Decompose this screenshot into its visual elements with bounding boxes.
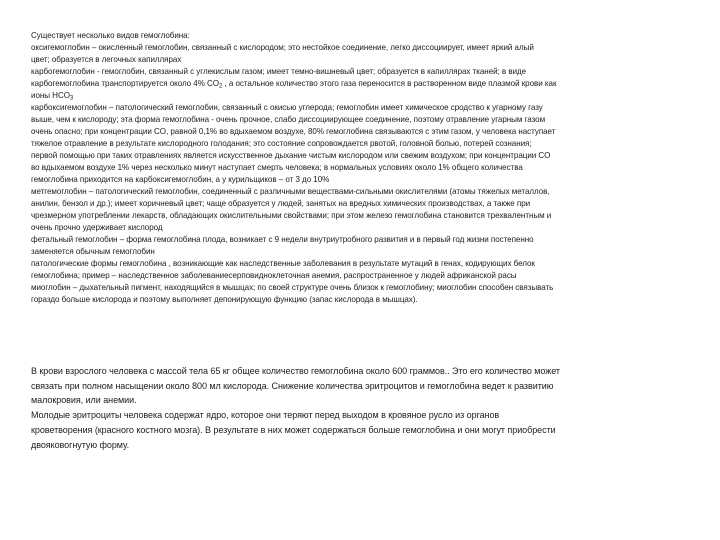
text-line: ионы $HCO_3$	[31, 91, 74, 102]
text-line: анилин, бензол и др.); имеет коричневый цвет; чаще образуется у людей, занятых на вредных химических производствах, а также при	[31, 199, 531, 208]
text-line: первой помощью при таких отравлениях является искусственное дыхание чистым кислородом или свежим воздухом; при концентрации CO	[31, 151, 551, 160]
text-line: гемоглобина приходится на карбоксигемоглобин, а у курильщиков – от 3 до 10%	[31, 175, 330, 184]
text-line: гораздо больше кислорода и поэтому выполняет депонирующую функцию (запас кислорода в мышцах).	[31, 295, 418, 304]
text-line: очень прочно удерживает кислород	[31, 223, 163, 232]
text-line: патологические формы гемоглобина , возникающие как наследственные заболевания в результате мутаций в генах, кодирующих белок	[31, 259, 535, 268]
text-line: гемоглобина; пример – наследственное заболеваниесерповидноклеточная анемия, распространенное у людей африканской расы	[31, 271, 517, 280]
text-line: цвет; образуется в легочных капиллярах	[31, 55, 182, 64]
text-line: малокровия, или анемии.	[31, 395, 137, 406]
text-line: миоглобин – дыхательный пигмент, находящийся в мышцах; по своей структуре очень близок к гемоглобину; миоглобин способен связывать	[31, 283, 554, 292]
text-line: во вдыхаемом воздухе 1% через несколько минут наступает смерть человека; в нормальных условиях около 1% общего количества	[31, 163, 523, 172]
text-line: заменяется обычным гемоглобин	[31, 247, 155, 256]
text-line: карбогемоглобин - гемоглобин, связанный с углекислым газом; имеет темно-вишневый цвет; образуется в капиллярах тканей; в виде	[31, 67, 527, 76]
text-line: карбогемоглобина транспортируется около 4% $CO_2$ , а остальное количество этого газа переносится в растворенном виде плазмой крови как	[31, 79, 557, 90]
text-line: кроветворения (красного костного мозга). В результате в них может содержаться больше гемоглобина и они могут приобрести	[31, 424, 556, 435]
text-line: тяжелое отравление в результате кислородного голодания; это состояние сопровождается рвотой, головной болью, потерей сознания;	[31, 139, 532, 148]
hemoglobin-types-paragraph	[31, 30, 695, 306]
text-line: Существует несколько видов гемоглобина:	[31, 31, 190, 40]
text-line: очень опасно; при концентрации CO, равной 0,1% во вдыхаемом воздухе, 80% гемоглобина связываются с этим газом, у человека наступает	[31, 127, 556, 136]
text-line: двояковогнутую форму.	[31, 439, 130, 450]
text-line: связать при полном насыщении около 800 мл кислорода. Снижение количества эритроцитов и гемоглобина ведет к развитию	[31, 380, 554, 391]
text-line: фетальный гемоглобин – форма гемоглобина плода, возникает с 9 недели внутриутробного развития и в первый год жизни постепенно	[31, 235, 534, 244]
text-line: Молодые эритроциты человека содержат ядро, которое они теряют перед выходом в кровяное русло из органов	[31, 410, 500, 421]
hemoglobin-amount-paragraph	[31, 364, 695, 452]
text-line: оксигемоглобин – окисленный гемоглобин, связанный с кислородом; это нестойкое соединение, легко диссоциирует, имеет яркий алый	[31, 43, 534, 52]
text-line: В крови взрослого человека с массой тела 65 кг общее количество гемоглобина около 600 граммов.. Это его количество может	[31, 366, 560, 376]
text-line: выше, чем к кислороду; эта форма гемоглобина - очень прочное, слабо диссоциирующее соединение, поэтому отравление угарным газом	[31, 115, 546, 124]
text-line: метгемоглобин – патологический гемоглобин, соединенный с различными веществами-сильными окислителями (атомы тяжелых металлов,	[31, 187, 550, 196]
text-line: чрезмерном употреблении лекарств, обладающих окислительными свойствами; при этом железо гемоглобина становится трехвалентным и	[31, 211, 552, 220]
text-line: карбоксигемоглобин – патологический гемоглобин, связанный с окисью углерода; гемоглобин имеет химическое сродство к угарному газу	[31, 103, 543, 112]
